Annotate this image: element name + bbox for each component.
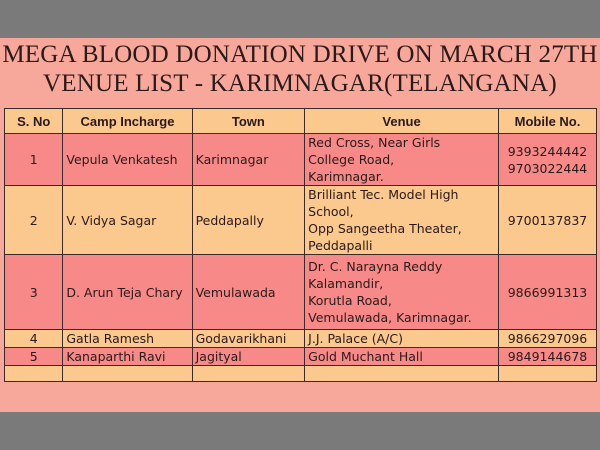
cell-empty: [305, 366, 499, 382]
venue-line: Peddapalli: [308, 238, 373, 253]
header-camp-incharge: Camp Incharge: [63, 109, 192, 134]
table-row: [5, 186, 597, 255]
cell-incharge: Vepula Venkatesh: [63, 134, 192, 186]
cell-incharge: V. Vidya Sagar: [63, 186, 192, 255]
cell-venue: [305, 134, 499, 186]
cell-mobile: [499, 330, 597, 348]
venue-line: Red Cross, Near Girls: [308, 135, 441, 150]
cell-sno: 4: [5, 330, 63, 348]
cell-sno: 2: [5, 186, 63, 255]
cell-town: Vemulawada: [192, 255, 305, 330]
cell-sno: 1: [5, 134, 63, 186]
venue-line: College Road,: [308, 152, 395, 167]
cell-town: Godavarikhani: [192, 330, 305, 348]
venue-line: Vemulawada, Karimnagar.: [308, 310, 472, 325]
cell-town: Karimnagar: [192, 134, 305, 186]
cell-venue: [305, 255, 499, 330]
mobile-number: 9700137837: [507, 212, 588, 228]
cell-venue: [305, 186, 499, 255]
cell-venue: [305, 330, 499, 348]
cell-mobile: [499, 186, 597, 255]
cell-town: Jagityal: [192, 348, 305, 366]
venue-line: Gold Muchant Hall: [308, 349, 423, 364]
header-sno: S. No: [5, 109, 63, 134]
title-line-1: MEGA BLOOD DONATION DRIVE ON MARCH 27TH: [2, 41, 598, 68]
venue-line: Kalamandir,: [308, 276, 384, 291]
mobile-number: 9866991313: [507, 284, 588, 300]
mobile-number: 9849144678: [507, 349, 588, 364]
table-row-empty: [5, 366, 597, 382]
mobile-number: 9393244442: [507, 143, 588, 159]
cell-empty: [499, 366, 597, 382]
cell-mobile: [499, 255, 597, 330]
table-header-row: [5, 109, 597, 134]
venue-line: Brilliant Tec. Model High: [308, 187, 459, 202]
table-row: [5, 255, 597, 330]
header-mobile: Mobile No.: [499, 109, 597, 134]
table-row: [5, 134, 597, 186]
venue-line: Karimnagar.: [308, 169, 384, 184]
header-town: Town: [192, 109, 305, 134]
poster-title: [0, 40, 600, 98]
cell-incharge: Kanaparthi Ravi: [63, 348, 192, 366]
mobile-number: 9703022444: [507, 160, 588, 176]
cell-incharge: Gatla Ramesh: [63, 330, 192, 348]
title-line-2: VENUE LIST - KARIMNAGAR(TELANGANA): [43, 70, 557, 97]
venue-line: Opp Sangeetha Theater,: [308, 221, 462, 236]
venue-table: [4, 108, 597, 382]
cell-mobile: [499, 134, 597, 186]
poster-sheet: [0, 38, 600, 412]
venue-line: School,: [308, 204, 354, 219]
cell-empty: [192, 366, 305, 382]
table-row: [5, 330, 597, 348]
cell-empty: [5, 366, 63, 382]
cell-sno: 5: [5, 348, 63, 366]
cell-venue: [305, 348, 499, 366]
venue-line: Korutla Road,: [308, 293, 392, 308]
venue-line: J.J. Palace (A/C): [308, 331, 403, 346]
cell-empty: [63, 366, 192, 382]
cell-mobile: [499, 348, 597, 366]
cell-town: Peddapally: [192, 186, 305, 255]
venue-line: Dr. C. Narayna Reddy: [308, 259, 443, 274]
table-row: [5, 348, 597, 366]
cell-sno: 3: [5, 255, 63, 330]
mobile-number: 9866297096: [507, 331, 588, 346]
cell-incharge: D. Arun Teja Chary: [63, 255, 192, 330]
header-venue: Venue: [305, 109, 499, 134]
